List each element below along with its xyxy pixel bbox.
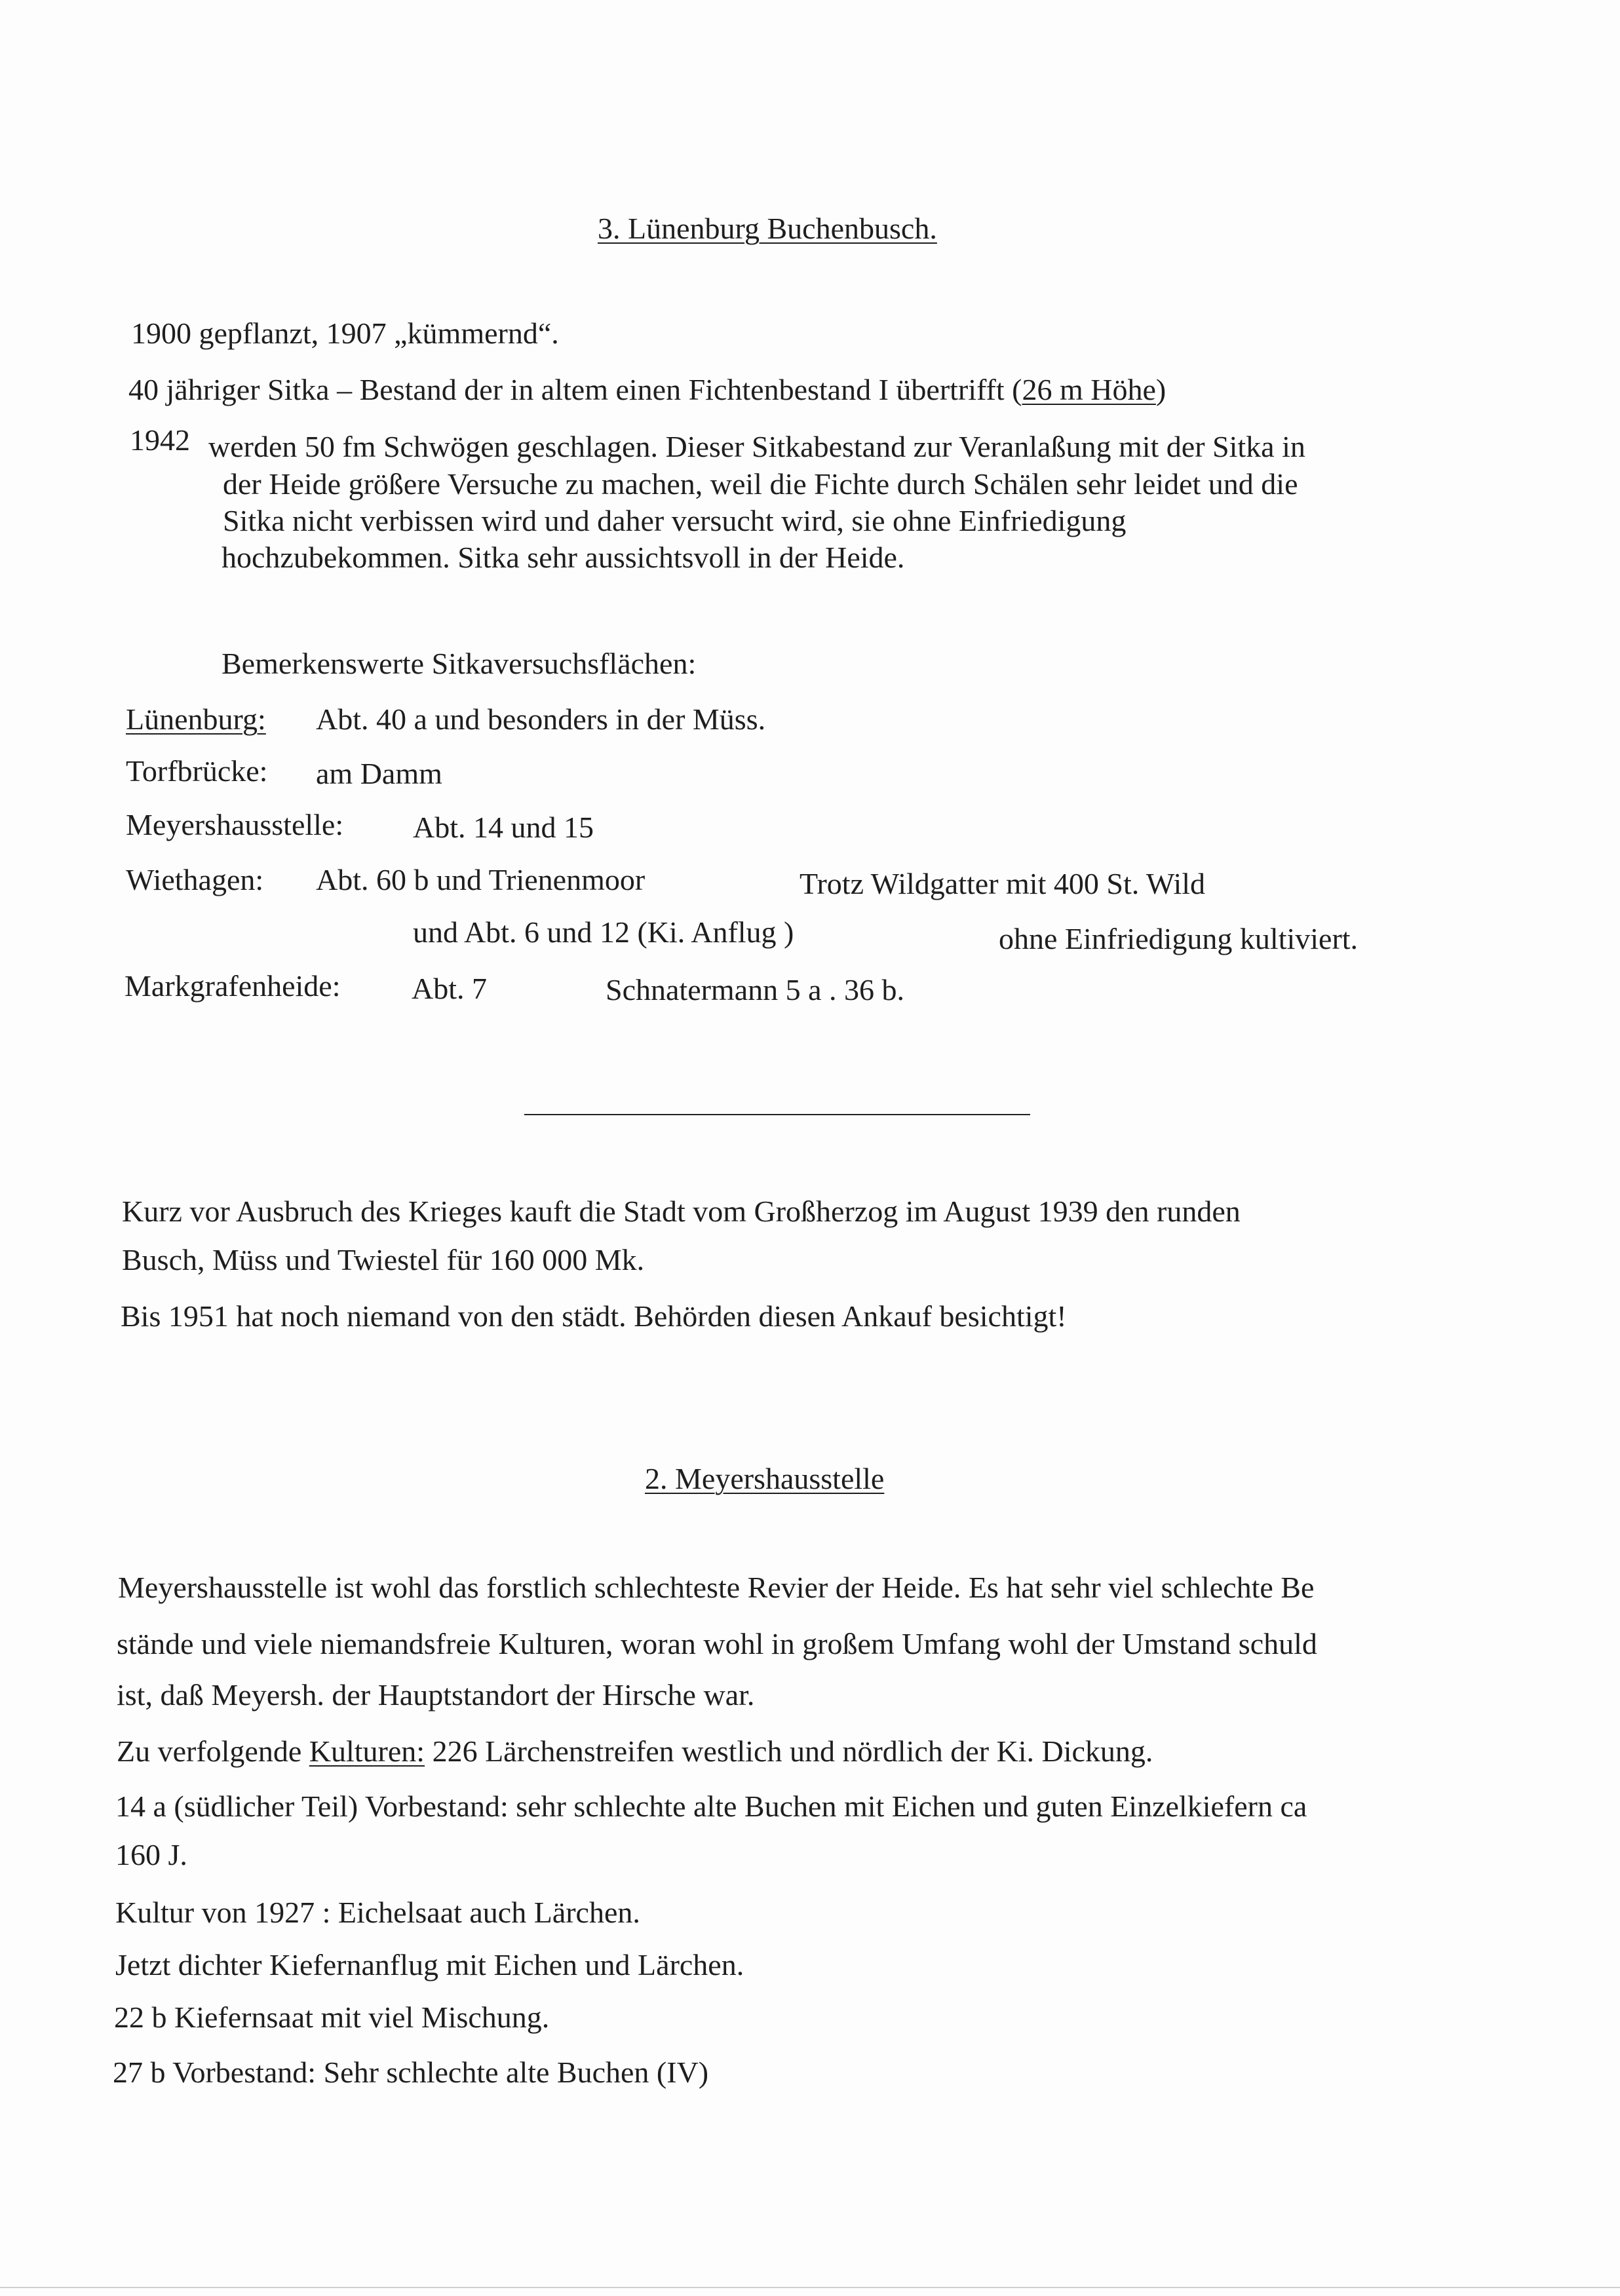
scan-edge-line [0,2287,1620,2288]
area-label-markgrafenheide: Markgrafenheide: [125,969,341,1003]
section2-line-4 [117,1736,1153,1767]
area-text-meyershausstelle: Abt. 14 und 15 [413,811,594,844]
section-heading-luenenburg: 3. Lünenburg Buchenbusch. [598,212,937,245]
section2-line-1: Meyershausstelle ist wohl das forstlich schlechteste Revier der Heide. Es hat sehr viel schlechte Be [118,1571,1315,1604]
text-segment-close: ) [1155,373,1167,406]
area-note-wildgatter: Trotz Wildgatter mit 400 St. Wild [800,867,1206,900]
text-segment: 40 jähriger Sitka – Bestand der in altem einen Fichtenbestand I übertrifft ( [128,373,1022,406]
section2-line-3: ist, daß Meyersh. der Hauptstandort der Hirsche war. [117,1678,755,1712]
text-line-1900: 1900 gepflanzt, 1907 „kümmernd“. [131,316,559,350]
purchase-line-2: Busch, Müss und Twiestel für 160 000 Mk. [122,1243,645,1276]
area-note-schnatermann: Schnatermann 5 a . 36 b. [606,973,905,1006]
divider-line [524,1114,1030,1115]
section2-line-6: 160 J. [115,1838,187,1871]
purchase-line-3: Bis 1951 hat noch niemand von den städt. Behörden diesen Ankauf besichtigt! [121,1299,1067,1333]
area-text-wiethagen: Abt. 60 b und Trienenmoor [316,863,646,896]
area-text-markgrafenheide: Abt. 7 [412,972,487,1005]
area-text-torfbruecke: am Damm [316,757,442,790]
section2-line-5: 14 a (südlicher Teil) Vorbestand: sehr schlechte alte Buchen mit Eichen und guten Einzelkiefern ca [115,1789,1307,1823]
section2-line-10: 27 b Vorbestand: Sehr schlechte alte Buchen (IV) [113,2056,709,2089]
section2-line-2: stände und viele niemandsfreie Kulturen, woran wohl in großem Umfang wohl der Umstand schuld [117,1627,1317,1660]
text-line-hochzubekommen: hochzubekommen. Sitka sehr aussichtsvoll in der Heide. [222,541,905,574]
area-text-luenenburg: Abt. 40 a und besonders in der Müss. [316,702,766,736]
text-line-1942: werden 50 fm Schwögen geschlagen. Dieser Sitkabestand zur Veranlaßung mit der Sitka in [208,430,1305,463]
text-line-1942-year: 1942 [130,423,190,457]
kulturen-underlined: Kulturen: [309,1734,425,1768]
text-line-sitka-bestand [128,375,1166,405]
section-heading-meyershausstelle: 2. Meyershausstelle [645,1462,885,1495]
purchase-line-1: Kurz vor Ausbruch des Krieges kauft die Stadt vom Großherzog im August 1939 den runden [122,1195,1241,1228]
area-label-meyershausstelle: Meyershausstelle: [126,808,344,841]
section2-line-9: 22 b Kiefernsaat mit viel Mischung. [114,2000,550,2034]
height-underlined: 26 m Höhe [1022,373,1156,406]
area-label-wiethagen: Wiethagen: [126,863,264,896]
text-line-heide: der Heide größere Versuche zu machen, weil die Fichte durch Schälen sehr leidet und die [223,467,1298,501]
text-segment: 226 Lärchenstreifen westlich und nördlich der Ki. Dickung. [425,1734,1153,1768]
area-note-einfriedigung: ohne Einfriedigung kultiviert. [999,922,1359,955]
section2-line-8: Jetzt dichter Kiefernanflug mit Eichen und Lärchen. [115,1948,744,1981]
area-label-luenenburg: Lünenburg: [126,702,266,736]
areas-heading: Bemerkenswerte Sitkaversuchsflächen: [222,647,697,680]
text-segment: Zu verfolgende [117,1734,309,1768]
text-line-sitka-verbissen: Sitka nicht verbissen wird und daher versucht wird, sie ohne Einfriedigung [223,504,1127,537]
area-label-torfbruecke: Torfbrücke: [126,754,268,788]
section2-line-7: Kultur von 1927 : Eichelsaat auch Lärchen. [115,1896,640,1929]
area-text-abt-6-12: und Abt. 6 und 12 (Ki. Anflug ) [413,915,794,949]
